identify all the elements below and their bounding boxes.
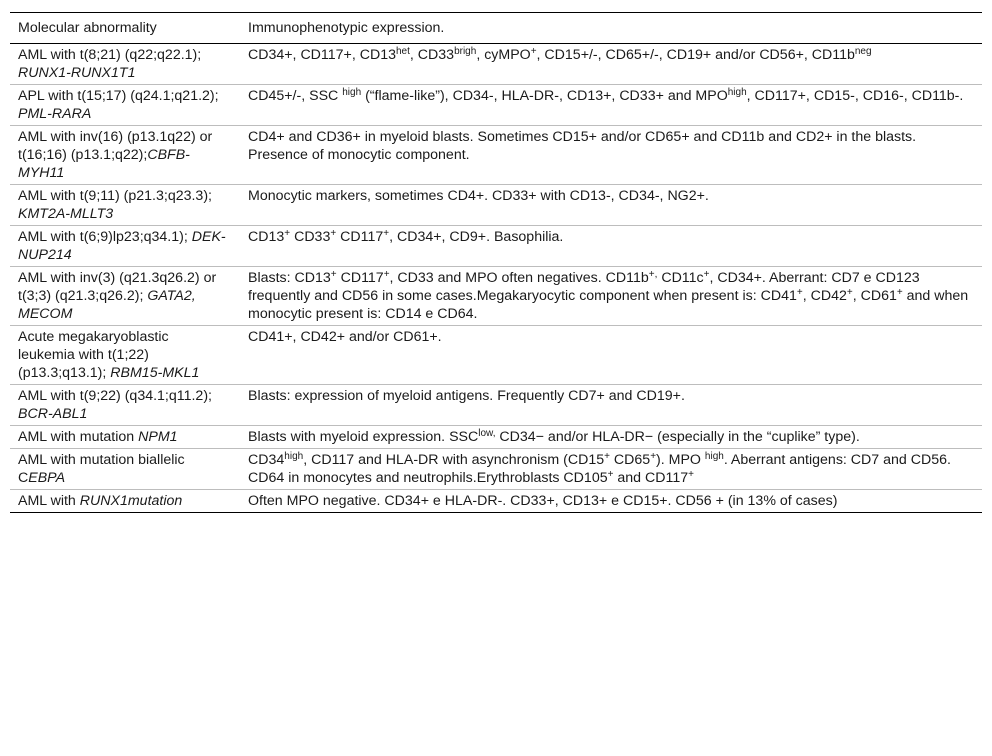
molecular-abnormality-cell: [10, 44, 236, 85]
expression-segment: Monocytic markers, sometimes CD4+. CD33+ with CD13-, CD34-, NG2+.: [248, 188, 709, 204]
expression-segment: , cyMPO: [476, 47, 531, 63]
molecular-abnormality-cell: [10, 85, 236, 126]
expression-segment: +,: [648, 269, 658, 280]
immunophenotypic-expression-cell: [236, 85, 982, 126]
abnormality-segment: EBPA: [28, 470, 66, 486]
expression-segment: CD13: [248, 229, 285, 245]
table-row: [10, 44, 982, 85]
table-row: [10, 490, 982, 513]
table-row: [10, 126, 982, 185]
expression-segment: brigh: [454, 46, 477, 57]
expression-segment: and CD117: [613, 470, 689, 486]
expression-segment: +: [530, 46, 537, 57]
abnormality-segment: AML with t(8;21) (q22;q22.1);: [18, 47, 202, 63]
expression-segment: Blasts with myeloid expression. SSC: [248, 429, 479, 445]
expression-segment: +: [846, 287, 853, 298]
abnormality-segment: PML-RARA: [18, 106, 92, 122]
expression-segment: and when monocytic present is: CD14 e CD64.: [248, 288, 969, 322]
molecular-abnormality-cell: [10, 449, 236, 490]
abnormality-segment: RUNX1-RUNX1T1: [18, 65, 136, 81]
table-body: [10, 44, 982, 513]
expression-segment: +: [703, 269, 710, 280]
header-molecular-abnormality: Molecular abnormality: [18, 20, 157, 36]
abnormality-segment: CBFB-MYH11: [18, 147, 190, 181]
abnormality-segment: NPM1: [138, 429, 178, 445]
abnormality-segment: KMT2A-MLLT3: [18, 206, 114, 222]
expression-segment: , CD117 and HLA-DR with asynchronism (CD15: [303, 452, 605, 468]
immunophenotype-table: [10, 12, 982, 513]
expression-segment: , CD61: [852, 288, 897, 304]
expression-segment: high: [727, 87, 747, 98]
expression-segment: +: [650, 451, 657, 462]
expression-segment: , CD33: [409, 47, 455, 63]
abnormality-segment: RBM15-MKL1: [110, 365, 200, 381]
expression-segment: +: [896, 287, 903, 298]
expression-segment: CD45+/-, SSC: [248, 88, 343, 104]
expression-segment: CD41+, CD42+ and/or CD61+.: [248, 329, 442, 345]
immunophenotypic-expression-cell: [236, 126, 982, 185]
table-row: [10, 85, 982, 126]
expression-segment: high: [704, 451, 724, 462]
abnormality-segment: AML with t(6;9)lp23;q34.1);: [18, 229, 192, 245]
immunophenotypic-expression-cell: [236, 44, 982, 85]
immunophenotypic-expression-cell: [236, 267, 982, 326]
molecular-abnormality-cell: [10, 267, 236, 326]
abnormality-segment: AML with inv(3) (q21.3q26.2) or t(3;3) (q21.3;q26.2);: [18, 270, 217, 304]
abnormality-segment: AML with: [18, 493, 80, 509]
immunophenotypic-expression-cell: [236, 185, 982, 226]
molecular-abnormality-cell: [10, 326, 236, 385]
expression-segment: , CD33 and MPO often negatives. CD11b: [389, 270, 649, 286]
immunophenotypic-expression-cell: [236, 226, 982, 267]
table-row: [10, 185, 982, 226]
abnormality-segment: APL with t(15;17) (q24.1;q21.2);: [18, 88, 219, 104]
expression-segment: Blasts: expression of myeloid antigens. Frequently CD7+ and CD19+.: [248, 388, 685, 404]
expression-segment: het: [396, 46, 410, 57]
expression-segment: Often MPO negative. CD34+ e HLA-DR-. CD33+, CD13+ e CD15+. CD56 + (in 13% of cases): [248, 493, 838, 509]
molecular-abnormality-cell: [10, 385, 236, 426]
expression-segment: low,: [478, 428, 496, 439]
expression-segment: +: [383, 228, 390, 239]
expression-segment: +: [383, 269, 390, 280]
header-immunophenotypic-expression: Immunophenotypic expression.: [248, 20, 445, 36]
expression-segment: (“flame-like”), CD34-, HLA-DR-, CD13+, CD33+ and MPO: [361, 88, 728, 104]
table-header-row: [10, 13, 982, 44]
molecular-abnormality-cell: [10, 185, 236, 226]
immunophenotypic-expression-cell: [236, 449, 982, 490]
expression-segment: CD11c: [657, 270, 704, 286]
expression-segment: CD34: [248, 452, 285, 468]
molecular-abnormality-cell: [10, 490, 236, 513]
expression-segment: CD117: [336, 270, 384, 286]
abnormality-segment: AML with mutation biallelic C: [18, 452, 185, 486]
expression-segment: , CD34+, CD9+. Basophilia.: [389, 229, 564, 245]
immunophenotypic-expression-cell: [236, 490, 982, 513]
immunophenotypic-expression-cell: [236, 326, 982, 385]
abnormality-segment: GATA2, MECOM: [18, 288, 196, 322]
abnormality-segment: RUNX1mutation: [79, 493, 183, 509]
table-row: [10, 226, 982, 267]
expression-segment: Blasts: CD13: [248, 270, 331, 286]
abnormality-segment: BCR-ABL1: [18, 406, 88, 422]
molecular-abnormality-cell: [10, 226, 236, 267]
expression-segment: high: [342, 87, 362, 98]
table-row: [10, 385, 982, 426]
expression-segment: CD65: [609, 452, 651, 468]
abnormality-segment: AML with t(9;11) (p21.3;q23.3);: [18, 188, 212, 204]
abnormality-segment: Acute megakaryoblastic leukemia with t(1;22) (p13.3;q13.1);: [18, 329, 169, 381]
expression-segment: . Aberrant antigens: CD7 and CD56. CD64 in monocytes and neutrophils.Erythroblasts CD105: [248, 452, 951, 486]
immunophenotypic-expression-cell: [236, 385, 982, 426]
abnormality-segment: AML with mutation: [18, 429, 139, 445]
expression-segment: CD117: [336, 229, 384, 245]
table-row: [10, 449, 982, 490]
expression-segment: CD34+, CD117+, CD13: [248, 47, 396, 63]
expression-segment: CD33: [290, 229, 331, 245]
expression-segment: , CD117+, CD15-, CD16-, CD11b-.: [746, 88, 964, 104]
expression-segment: +: [330, 228, 337, 239]
expression-segment: +: [604, 451, 610, 462]
expression-segment: CD4+ and CD36+ in myeloid blasts. Sometimes CD15+ and/or CD65+ and CD11b and CD2+ in the blasts. Presence of monocytic component.: [248, 129, 917, 163]
expression-segment: ). MPO: [656, 452, 705, 468]
expression-segment: , CD34+. Aberrant: CD7 e CD123 frequently and CD56 in some cases.Megakaryocytic component when present is: CD41: [248, 270, 920, 304]
table-row: [10, 426, 982, 449]
table-row: [10, 267, 982, 326]
table-row: [10, 326, 982, 385]
expression-segment: , CD42: [802, 288, 847, 304]
abnormality-segment: AML with inv(16) (p13.1q22) or t(16;16) (p13.1;q22);: [18, 129, 213, 163]
expression-segment: high: [284, 451, 304, 462]
expression-segment: +: [796, 287, 803, 298]
molecular-abnormality-cell: [10, 126, 236, 185]
table-container: [10, 12, 982, 513]
immunophenotypic-expression-cell: [236, 426, 982, 449]
expression-segment: +: [330, 269, 337, 280]
abnormality-segment: AML with t(9;22) (q34.1;q11.2);: [18, 388, 212, 404]
molecular-abnormality-cell: [10, 426, 236, 449]
expression-segment: , CD15+/-, CD65+/-, CD19+ and/or CD56+, CD11b: [536, 47, 855, 63]
expression-segment: CD34− and/or HLA-DR− (especially in the “cuplike” type).: [495, 429, 860, 445]
expression-segment: neg: [854, 46, 872, 57]
expression-segment: +: [607, 469, 614, 480]
expression-segment: +: [284, 228, 291, 239]
expression-segment: +: [688, 469, 694, 480]
abnormality-segment: DEK-NUP214: [18, 229, 226, 263]
